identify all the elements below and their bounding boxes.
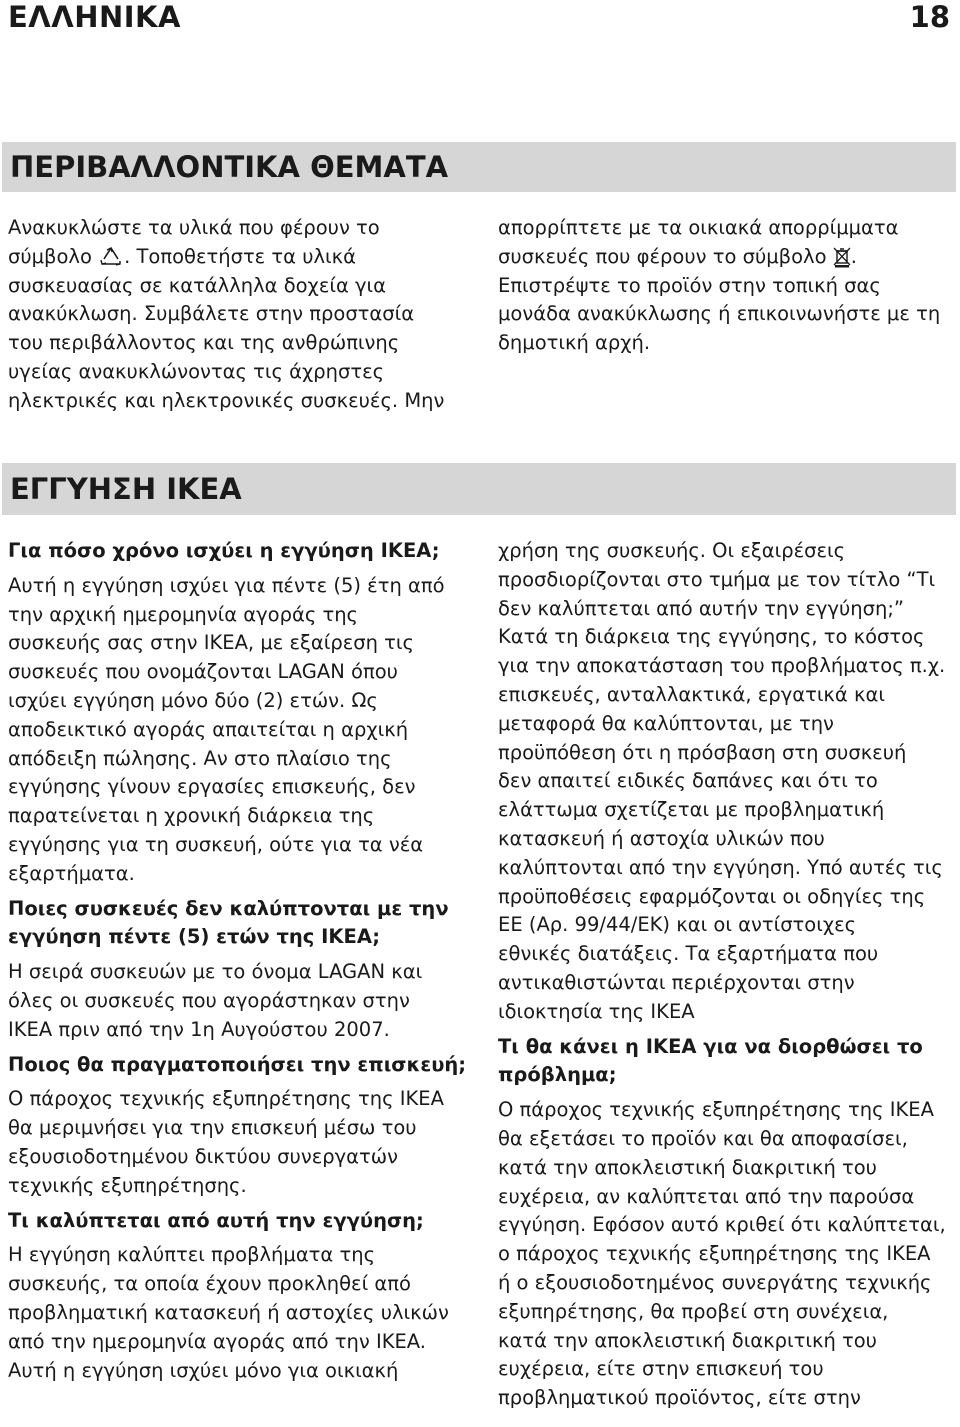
body-line: μεταφορά θα καλύπτονται, με την [498,711,834,735]
body-line: ΕΕ (Αρ. 99/44/ΕΚ) και οι αντίστοιχες [498,913,857,937]
body-line: προϋποθέσεις εφαρμόζονται οι οδηγίες της [498,884,926,908]
body-line: εθνικές διατάξεις. Τα εξαρτήματα που [498,942,879,966]
body-line: την αρχική ημερομηνία αγοράς της [8,602,359,626]
section-title-environment: ΠΕΡΙΒΑΛΛΟΝΤΙΚΑ ΘΕΜΑΤΑ [2,142,956,192]
body-line: εγγύηση. Εφόσον αυτό κριθεί ότι καλύπτεται, [498,1213,946,1237]
body-line: θα εξετάσει το προϊόν και θα αποφασίσει, [498,1126,908,1150]
env-line: υγείας ανακυκλώνοντας τις άχρηστες [8,359,385,383]
body-line: αποδεικτικό αγοράς απαιτείται η αρχική [8,717,409,741]
body-line: Αυτή η εγγύηση ισχύει μόνο για οικιακή [8,1358,399,1382]
body-line: όλες οι συσκευές που αγοράστηκαν στην [8,988,410,1012]
question-heading: Για πόσο χρόνο ισχύει η εγγύηση IKEA; [8,539,440,562]
body-line: προϋπόθεση ότι η πρόσβαση στη συσκευή [498,740,907,764]
env-text: . [850,244,857,268]
question-heading: Ποιος θα πραγματοποιήσει την επισκευή; [8,1052,467,1076]
env-line: ανακύκλωση. Συμβάλετε στην προστασία [8,302,415,326]
body-line: καλύπτονται από την εγγύηση. Υπό αυτές τις [498,855,943,879]
body-line: ή ο εξουσιοδοτημένος συνεργάτης τεχνικής [498,1270,932,1294]
body-line: Κατά τη διάρκεια της εγγύησης, το κόστος [498,625,925,649]
body-line: συσκευής σας στην IKEA, με εξαίρεση τις [8,631,414,655]
env-line: Επιστρέψτε το προϊόν στην τοπική σας [498,273,881,297]
env-line: μονάδα ανακύκλωσης ή επικοινωνήστε με τη [498,302,941,326]
body-line: δεν απαιτεί ειδικές δαπάνες και ότι το [498,769,878,793]
env-text: σύμβολο [8,244,92,268]
warranty-left-column [8,537,467,1385]
env-line: ηλεκτρικές και ηλεκτρονικές συσκευές. Μην [8,388,445,412]
body-line: προσδιορίζονται στο τμήμα με τον τίτλο “Τι [498,567,936,591]
body-line: προβληματικού προϊόντος, είτε στην [498,1386,861,1410]
env-line [8,243,458,272]
body-line: δεν καλύπτεται από αυτήν την εγγύηση;” [498,596,905,620]
body-line: Αυτή η εγγύηση ισχύει για πέντε (5) έτη από [8,573,445,597]
body-line: επισκευές, ανταλλακτικά, εργατικά και [498,682,885,706]
body-line: ελάττωμα σχετίζεται με προβληματική [498,798,885,822]
body-line: εξουσιοδοτημένου δικτύου συνεργατών [8,1144,398,1168]
body-line: κατά την αποκλειστική διακριτική του [498,1328,877,1352]
question-heading: εγγύηση πέντε (5) ετών της IKEA; [8,925,381,949]
body-line: Η εγγύηση καλύπτει προβλήματα της [8,1243,376,1267]
body-line: ο πάροχος τεχνικής εξυπηρέτησης της IKEA [498,1242,931,1266]
env-line: του περιβάλλοντος και της ανθρώπινης [8,331,400,355]
body-line: χρήση της συσκευής. Οι εξαιρέσεις [498,539,846,562]
environment-left-column [8,214,458,416]
language-header: ΕΛΛΗΝΙΚΑ [8,0,181,34]
env-line [498,243,948,272]
warranty-right-column [498,537,948,1413]
body-line: για την αποκατάσταση του προβλήματος π.χ. [498,654,946,678]
page-number: 18 [909,0,950,34]
env-text: συσκευές που φέρουν το σύμβολο [498,244,827,268]
body-line: ιδιοκτησία της IKEA [498,999,695,1023]
body-line: θα μεριμνήσει για την επισκευή μέσω του [8,1116,417,1140]
env-line: δημοτική αρχή. [498,331,651,355]
body-line: αντικαθιστώνται περιέρχονται στην [498,970,855,994]
question-heading: Ποιες συσκευές δεν καλύπτονται με την [8,896,449,920]
section-title-warranty: ΕΓΓΥΗΣΗ IKEA [2,463,956,515]
question-heading: Τι καλύπτεται από αυτή την εγγύηση; [8,1208,424,1232]
body-line: προβληματική κατασκευή ή αστοχίες υλικών [8,1300,449,1324]
env-line: Ανακυκλώστε τα υλικά που φέρουν το [8,216,380,239]
body-line: συσκευές που ονομάζονται LAGAN όπου [8,660,398,684]
body-line: από την ημερομηνία αγοράς από την IKEA. [8,1329,427,1353]
environment-right-column [498,214,948,358]
crossed-bin-icon [833,246,851,268]
body-line: εγγύησης για τη συσκευή, ούτε για τα νέα [8,832,424,856]
question-heading: πρόβλημα; [498,1063,617,1087]
env-line: συσκευασίας σε κατάλληλα δοχεία για [8,273,387,297]
env-text: . Τοποθετήστε τα υλικά [124,244,356,268]
body-line: ευχέρεια, είτε στην επισκευή του [498,1357,824,1381]
body-line: συσκευής, τα οποία έχουν προκληθεί από [8,1272,411,1296]
body-line: εγγύησης γίνουν εργασίες επισκευής, δεν [8,775,416,799]
body-line: ισχύει εγγύηση μόνο δύο (2) ετών. Ως [8,688,378,712]
body-line: κατά την αποκλειστική διακριτική του [498,1155,877,1179]
body-line: εξυπηρέτησης, θα προβεί στη συνέχεια, [498,1299,889,1323]
body-line: Η σειρά συσκευών με το όνομα LAGAN και [8,960,423,984]
body-line: Ο πάροχος τεχνικής εξυπηρέτησης της IKEA [8,1087,444,1111]
env-line: απορρίπτετε με τα οικιακά απορρίμματα [498,216,899,239]
body-line: Ο πάροχος τεχνικής εξυπηρέτησης της IKEA [498,1098,934,1122]
question-heading: Τι θα κάνει η IKEA για να διορθώσει το [498,1034,923,1058]
recycle-icon [98,246,124,268]
body-line: IKEA πριν από την 1η Αυγούστου 2007. [8,1017,390,1041]
body-line: απόδειξη πώλησης. Αν στο πλαίσιο της [8,746,392,770]
body-line: κατασκευή ή αστοχία υλικών που [498,826,825,850]
body-line: παρατείνεται η χρονική διάρκεια της [8,804,375,828]
body-line: ευχέρεια, αν καλύπτεται από την παρούσα [498,1184,915,1208]
body-line: τεχνικής εξυπηρέτησης. [8,1173,247,1197]
body-line: εξαρτήματα. [8,861,135,885]
